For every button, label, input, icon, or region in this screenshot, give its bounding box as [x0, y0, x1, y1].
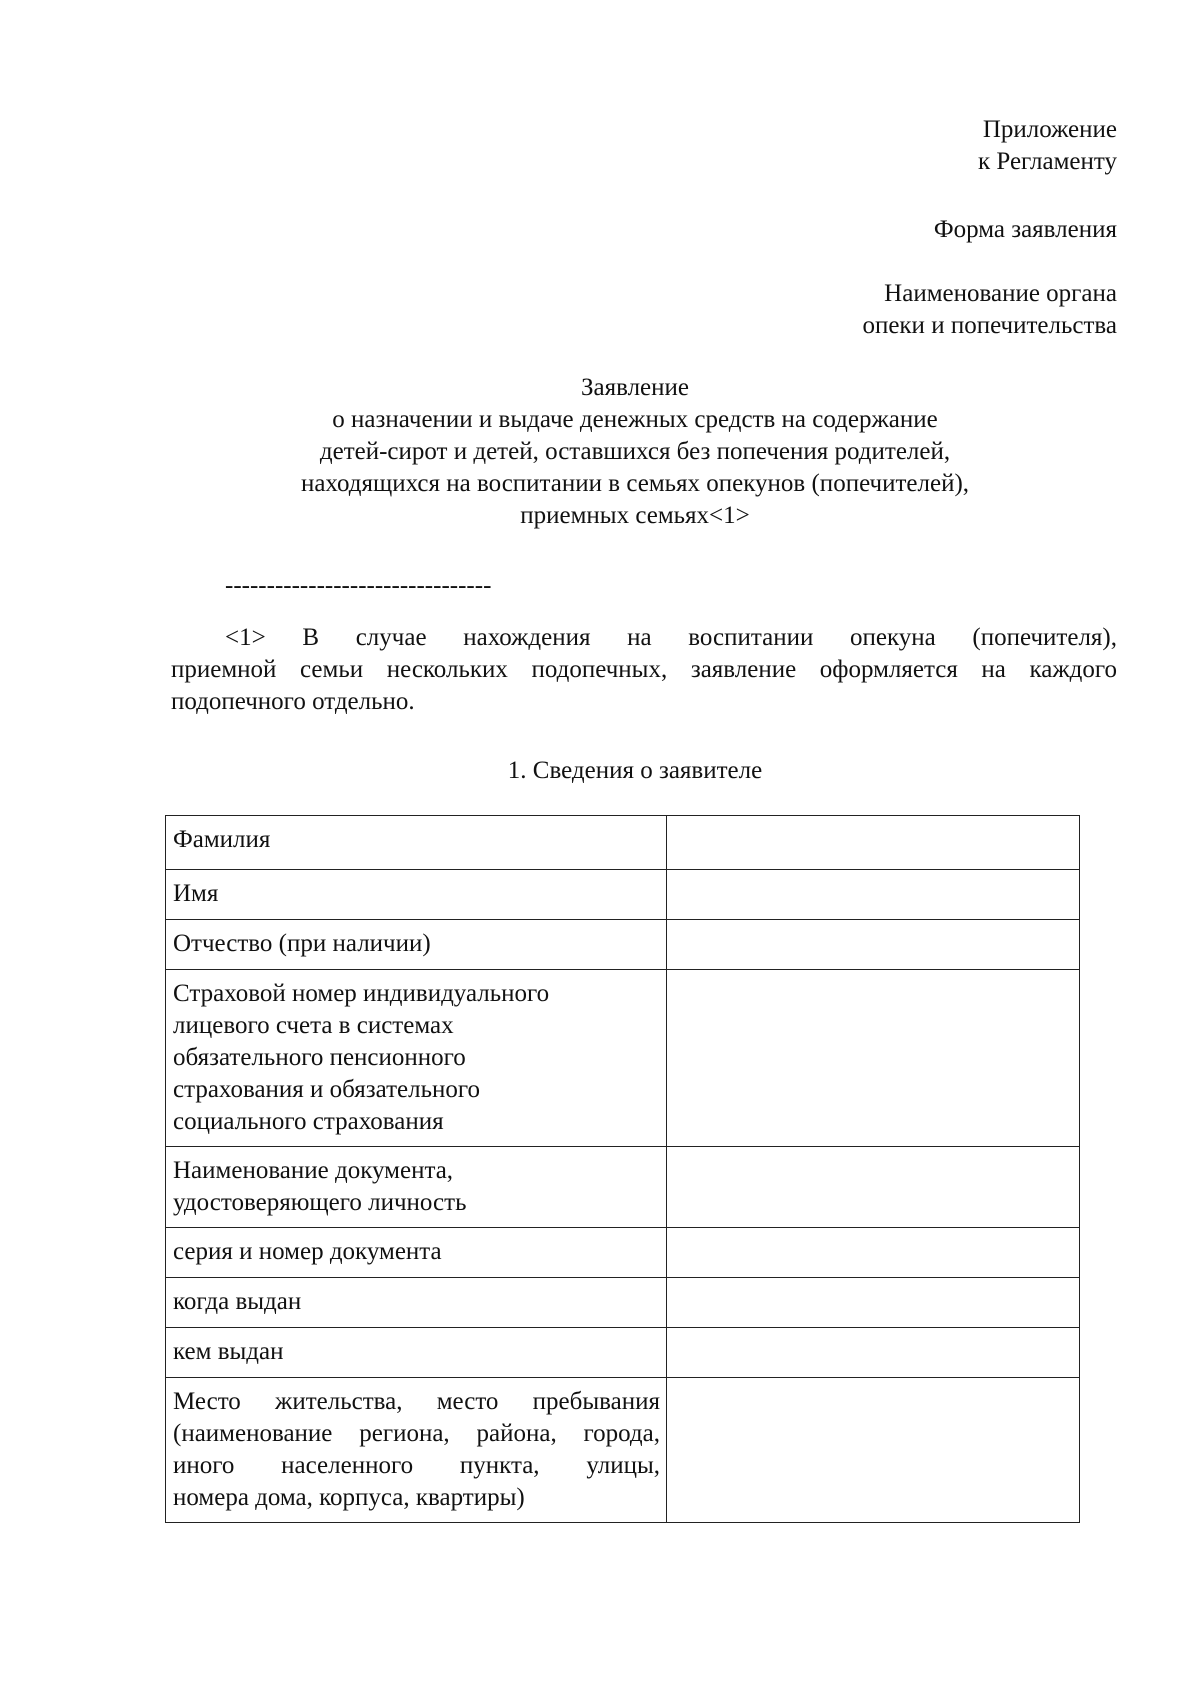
title-line: Заявление	[580, 374, 690, 401]
field-label-line: иного населенного пункта, улицы,	[173, 1452, 660, 1479]
field-value-cell[interactable]	[667, 1147, 1080, 1228]
field-label-cell	[166, 1328, 667, 1378]
field-label-line: Отчество (при наличии)	[173, 930, 431, 957]
title-line: детей-сирот и детей, оставшихся без попечения родителей,	[319, 438, 951, 465]
field-label-cell	[166, 870, 667, 920]
footnote-line: <1> В случае нахождения на воспитании опекуна (попечителя),	[225, 624, 1117, 651]
document-title	[150, 372, 1120, 532]
table-row	[166, 1278, 1080, 1328]
field-value-cell[interactable]	[667, 1328, 1080, 1378]
field-value-cell[interactable]	[667, 816, 1080, 870]
field-label-cell	[166, 1378, 667, 1523]
title-line: находящихся на воспитании в семьях опекунов (попечителей),	[300, 470, 970, 497]
footnote	[171, 622, 1117, 718]
form-label-text: Форма заявления	[933, 216, 1117, 243]
table-row	[166, 1147, 1080, 1228]
form-label	[934, 214, 1117, 246]
field-label-line: серия и номер документа	[173, 1238, 442, 1265]
appendix-heading	[978, 114, 1117, 178]
field-label-line: удостоверяющего личность	[173, 1189, 467, 1216]
field-label-line: Наименование документа,	[173, 1157, 454, 1184]
table-row	[166, 920, 1080, 970]
appendix-line: Приложение	[982, 116, 1117, 143]
field-label-cell	[166, 970, 667, 1147]
footnote-separator: --------------------------------	[225, 572, 492, 599]
field-label-line: страхования и обязательного	[173, 1076, 481, 1103]
table-row	[166, 1328, 1080, 1378]
field-label-cell	[166, 1228, 667, 1278]
field-label-cell	[166, 1278, 667, 1328]
authority-line: Наименование органа	[884, 280, 1117, 307]
section-title: 1. Сведения о заявителе	[507, 757, 763, 784]
field-value-cell[interactable]	[667, 1378, 1080, 1523]
field-label-line: номера дома, корпуса, квартиры)	[173, 1484, 525, 1511]
field-label-line: кем выдан	[173, 1338, 284, 1365]
footnote-line: подопечного отдельно.	[171, 688, 415, 715]
table-row	[166, 1228, 1080, 1278]
field-label-line: Страховой номер индивидуального	[173, 980, 550, 1007]
field-label-line: когда выдан	[173, 1288, 302, 1315]
appendix-line: к Регламенту	[977, 148, 1117, 175]
field-label-cell	[166, 1147, 667, 1228]
table-row	[166, 870, 1080, 920]
field-label-line: Фамилия	[173, 826, 271, 853]
field-label-line: лицевого счета в системах	[173, 1012, 454, 1039]
field-label-line: (наименование региона, района, города,	[173, 1420, 660, 1447]
field-value-cell[interactable]	[667, 1278, 1080, 1328]
field-value-cell[interactable]	[667, 870, 1080, 920]
authority-line: опеки и попечительства	[862, 312, 1117, 339]
field-value-cell[interactable]	[667, 920, 1080, 970]
field-label-line: Имя	[173, 880, 219, 907]
field-value-cell[interactable]	[667, 970, 1080, 1147]
field-label-line: обязательного пенсионного	[173, 1044, 466, 1071]
field-label-line: Место жительства, место пребывания	[173, 1388, 660, 1415]
field-value-cell[interactable]	[667, 1228, 1080, 1278]
field-label-cell	[166, 920, 667, 970]
applicant-info-table	[165, 815, 1080, 1523]
title-line: приемных семьях<1>	[520, 502, 750, 529]
table-row	[166, 1378, 1080, 1523]
table-row	[166, 970, 1080, 1147]
title-line: о назначении и выдаче денежных средств на содержание	[332, 406, 938, 433]
authority-heading	[862, 278, 1117, 342]
footnote-line: приемной семьи нескольких подопечных, заявление оформляется на каждого	[171, 656, 1117, 683]
field-label-cell	[166, 816, 667, 870]
table-row	[166, 816, 1080, 870]
field-label-line: социального страхования	[173, 1108, 444, 1135]
